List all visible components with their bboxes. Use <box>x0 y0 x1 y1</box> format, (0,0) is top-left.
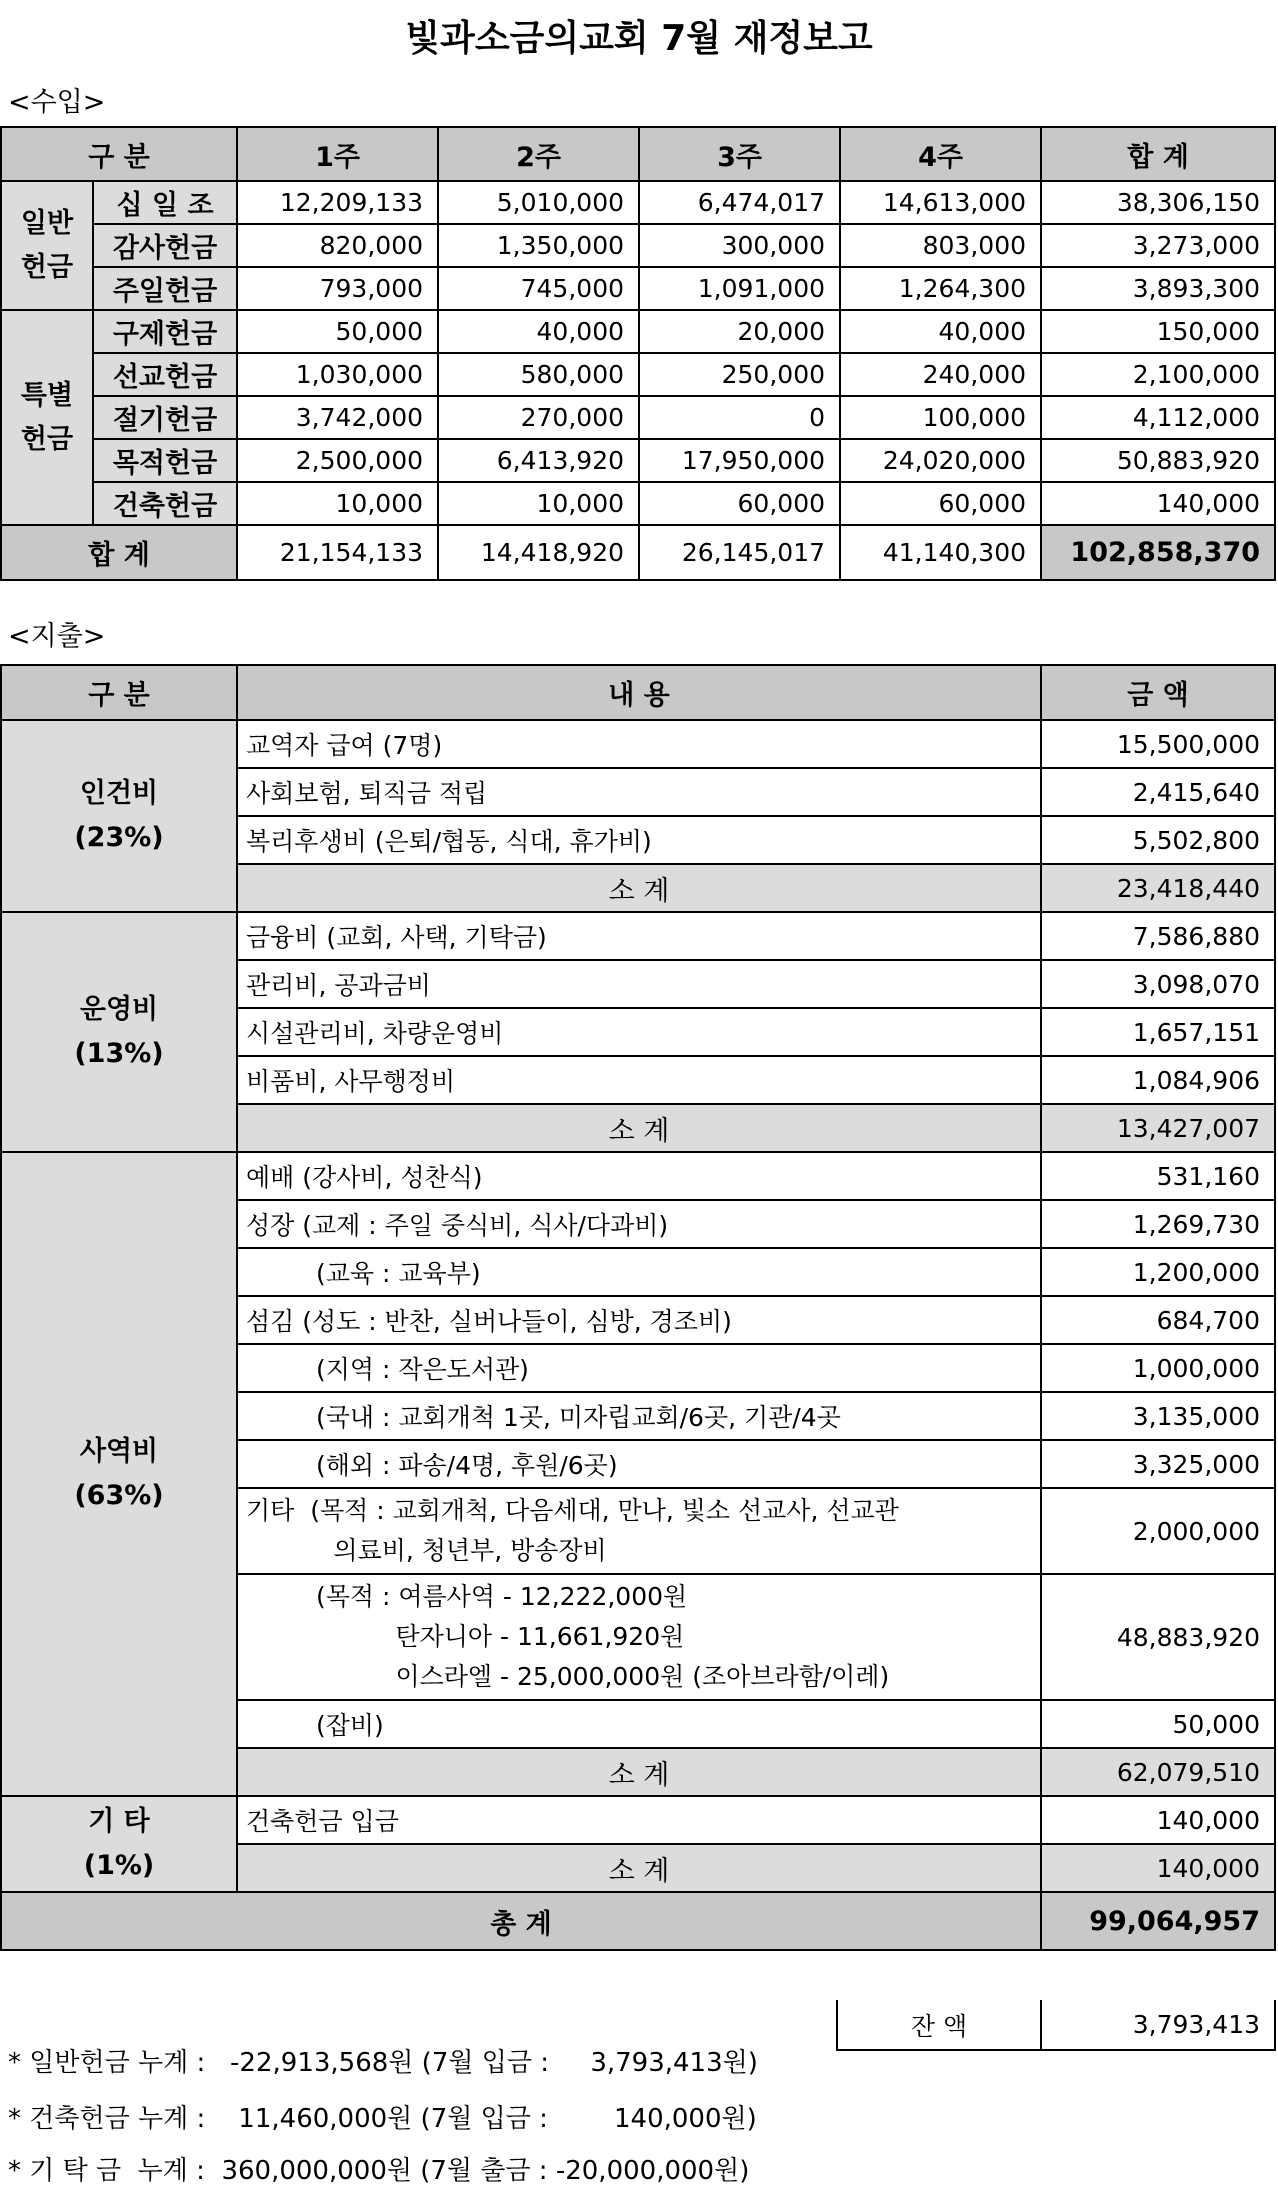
cell-value: 793,000 <box>237 267 438 310</box>
item-amount: 2,000,000 <box>1041 1488 1275 1574</box>
subtotal-value: 23,418,440 <box>1041 864 1275 912</box>
cell-value: 2,500,000 <box>237 439 438 482</box>
item-amount: 2,415,640 <box>1041 768 1275 816</box>
table-row <box>1 267 1275 310</box>
cell-value: 60,000 <box>840 482 1041 525</box>
income-header-sum: 합 계 <box>1041 127 1275 181</box>
income-total-week1: 21,154,133 <box>237 525 438 580</box>
item-text: (지역 : 작은도서관) <box>237 1344 1041 1392</box>
cell-value: 40,000 <box>840 310 1041 353</box>
cell-value: 38,306,150 <box>1041 181 1275 224</box>
item-amount: 3,098,070 <box>1041 960 1275 1008</box>
table-row <box>1 720 1275 768</box>
income-total-label: 합 계 <box>1 525 237 580</box>
cell-value: 3,893,300 <box>1041 267 1275 310</box>
expense-group-ministry: 사역비 (63%) <box>1 1152 237 1796</box>
cell-value: 1,350,000 <box>438 224 639 267</box>
item-text: 시설관리비, 차량운영비 <box>237 1008 1041 1056</box>
item-text: 예배 (강사비, 성찬식) <box>237 1152 1041 1200</box>
item-text: 관리비, 공과금비 <box>237 960 1041 1008</box>
cell-value: 300,000 <box>639 224 840 267</box>
cell-value: 10,000 <box>237 482 438 525</box>
item-amount: 1,000,000 <box>1041 1344 1275 1392</box>
item-amount: 1,200,000 <box>1041 1248 1275 1296</box>
item-amount: 140,000 <box>1041 1796 1275 1844</box>
row-label: 선교헌금 <box>93 353 237 396</box>
subtotal-label: 소 계 <box>237 1844 1041 1892</box>
cell-value: 4,112,000 <box>1041 396 1275 439</box>
cell-value: 12,209,133 <box>237 181 438 224</box>
grand-total-value: 99,064,957 <box>1041 1892 1275 1950</box>
cell-value: 60,000 <box>639 482 840 525</box>
item-amount: 48,883,920 <box>1041 1574 1275 1700</box>
income-grand-total: 102,858,370 <box>1041 525 1275 580</box>
row-label: 건축헌금 <box>93 482 237 525</box>
item-text: 사회보험, 퇴직금 적립 <box>237 768 1041 816</box>
expense-group-other: 기 타 (1%) <box>1 1796 237 1892</box>
cell-value: 20,000 <box>639 310 840 353</box>
cell-value: 820,000 <box>237 224 438 267</box>
income-header-week1: 1주 <box>237 127 438 181</box>
cell-value: 1,030,000 <box>237 353 438 396</box>
balance-row <box>837 2000 1275 2050</box>
item-amount: 7,586,880 <box>1041 912 1275 960</box>
income-total-week3: 26,145,017 <box>639 525 840 580</box>
row-label: 구제헌금 <box>93 310 237 353</box>
cell-value: 100,000 <box>840 396 1041 439</box>
item-text: 복리후생비 (은퇴/협동, 식대, 휴가비) <box>237 816 1041 864</box>
expense-group-operations: 운영비 (13%) <box>1 912 237 1152</box>
subtotal-label: 소 계 <box>237 1748 1041 1796</box>
table-row <box>1 396 1275 439</box>
item-amount: 1,657,151 <box>1041 1008 1275 1056</box>
table-row <box>1 310 1275 353</box>
table-row <box>1 439 1275 482</box>
item-amount: 5,502,800 <box>1041 816 1275 864</box>
row-label: 십 일 조 <box>93 181 237 224</box>
expense-section-label: <지출> <box>8 621 106 652</box>
subtotal-value: 140,000 <box>1041 1844 1275 1892</box>
cell-value: 745,000 <box>438 267 639 310</box>
income-group-special: 특별 헌금 <box>1 310 93 525</box>
income-section-label: <수입> <box>8 87 106 118</box>
row-label: 주일헌금 <box>93 267 237 310</box>
cell-value: 2,100,000 <box>1041 353 1275 396</box>
income-total-week4: 41,140,300 <box>840 525 1041 580</box>
cell-value: 3,742,000 <box>237 396 438 439</box>
expense-header-amount: 금 액 <box>1041 665 1275 720</box>
cell-value: 17,950,000 <box>639 439 840 482</box>
cell-value: 1,264,300 <box>840 267 1041 310</box>
expense-header-category: 구 분 <box>1 665 237 720</box>
cell-value: 5,010,000 <box>438 181 639 224</box>
cell-value: 24,020,000 <box>840 439 1041 482</box>
income-header-week4: 4주 <box>840 127 1041 181</box>
grand-total-label: 총 계 <box>1 1892 1041 1950</box>
cell-value: 40,000 <box>438 310 639 353</box>
cell-value: 0 <box>639 396 840 439</box>
table-row <box>1 1152 1275 1200</box>
cell-value: 50,883,920 <box>1041 439 1275 482</box>
table-row <box>1 482 1275 525</box>
cell-value: 803,000 <box>840 224 1041 267</box>
item-text: (잡비) <box>237 1700 1041 1748</box>
cell-value: 1,091,000 <box>639 267 840 310</box>
item-amount: 3,325,000 <box>1041 1440 1275 1488</box>
expense-table <box>0 664 1276 1951</box>
subtotal-value: 62,079,510 <box>1041 1748 1275 1796</box>
balance-table <box>836 2000 1276 2051</box>
item-text: 비품비, 사무행정비 <box>237 1056 1041 1104</box>
item-amount: 15,500,000 <box>1041 720 1275 768</box>
item-text: 기타 (목적 : 교회개척, 다음세대, 만나, 빛소 선교사, 선교관 의료비, 청년부, 방송장비 <box>237 1488 1041 1574</box>
income-table <box>0 126 1276 581</box>
item-text: (목적 : 여름사역 - 12,222,000원 탄자니아 - 11,661,920원 이스라엘 - 25,000,000원 (조아브라함/이레) <box>237 1574 1041 1700</box>
page-title: 빛과소금의교회 7월 재정보고 <box>405 18 873 59</box>
cell-value: 6,413,920 <box>438 439 639 482</box>
cell-value: 240,000 <box>840 353 1041 396</box>
cell-value: 250,000 <box>639 353 840 396</box>
table-row <box>1 181 1275 224</box>
income-header-week3: 3주 <box>639 127 840 181</box>
income-header-week2: 2주 <box>438 127 639 181</box>
cell-value: 3,273,000 <box>1041 224 1275 267</box>
income-group-general: 일반 헌금 <box>1 181 93 310</box>
row-label: 감사헌금 <box>93 224 237 267</box>
income-header-category: 구 분 <box>1 127 237 181</box>
balance-label: 잔 액 <box>837 2000 1041 2050</box>
row-label: 절기헌금 <box>93 396 237 439</box>
item-text: 건축헌금 입금 <box>237 1796 1041 1844</box>
balance-value: 3,793,413 <box>1041 2000 1275 2050</box>
income-total-week2: 14,418,920 <box>438 525 639 580</box>
item-text: 성장 (교제 : 주일 중식비, 식사/다과비) <box>237 1200 1041 1248</box>
cell-value: 580,000 <box>438 353 639 396</box>
table-row <box>1 353 1275 396</box>
cell-value: 150,000 <box>1041 310 1275 353</box>
note-building-fund: * 건축헌금 누계 : 11,460,000원 (7월 입금 : 140,000원) <box>8 2104 757 2134</box>
cell-value: 270,000 <box>438 396 639 439</box>
cell-value: 10,000 <box>438 482 639 525</box>
cell-value: 140,000 <box>1041 482 1275 525</box>
subtotal-label: 소 계 <box>237 1104 1041 1152</box>
income-header-row <box>1 127 1275 181</box>
item-text: (해외 : 파송/4명, 후원/6곳) <box>237 1440 1041 1488</box>
table-row <box>1 1796 1275 1844</box>
item-text: 교역자 급여 (7명) <box>237 720 1041 768</box>
expense-header-row <box>1 665 1275 720</box>
expense-header-content: 내 용 <box>237 665 1041 720</box>
table-row <box>1 912 1275 960</box>
note-deposit: * 기 탁 금 누계 : 360,000,000원 (7월 출금 : -20,000,000원) <box>8 2156 750 2186</box>
item-text: 섬김 (성도 : 반찬, 실버나들이, 심방, 경조비) <box>237 1296 1041 1344</box>
table-row <box>1 224 1275 267</box>
expense-grand-total-row <box>1 1892 1275 1950</box>
item-amount: 684,700 <box>1041 1296 1275 1344</box>
item-amount: 3,135,000 <box>1041 1392 1275 1440</box>
expense-group-personnel: 인건비 (23%) <box>1 720 237 912</box>
item-text: (국내 : 교회개척 1곳, 미자립교회/6곳, 기관/4곳 <box>237 1392 1041 1440</box>
subtotal-value: 13,427,007 <box>1041 1104 1275 1152</box>
note-general-offering: * 일반헌금 누계 : -22,913,568원 (7월 입금 : 3,793,413원) <box>8 2048 758 2078</box>
cell-value: 50,000 <box>237 310 438 353</box>
cell-value: 6,474,017 <box>639 181 840 224</box>
cell-value: 14,613,000 <box>840 181 1041 224</box>
item-amount: 50,000 <box>1041 1700 1275 1748</box>
item-text: (교육 : 교육부) <box>237 1248 1041 1296</box>
item-amount: 531,160 <box>1041 1152 1275 1200</box>
item-amount: 1,084,906 <box>1041 1056 1275 1104</box>
row-label: 목적헌금 <box>93 439 237 482</box>
subtotal-label: 소 계 <box>237 864 1041 912</box>
item-text: 금융비 (교회, 사택, 기탁금) <box>237 912 1041 960</box>
income-total-row <box>1 525 1275 580</box>
item-amount: 1,269,730 <box>1041 1200 1275 1248</box>
